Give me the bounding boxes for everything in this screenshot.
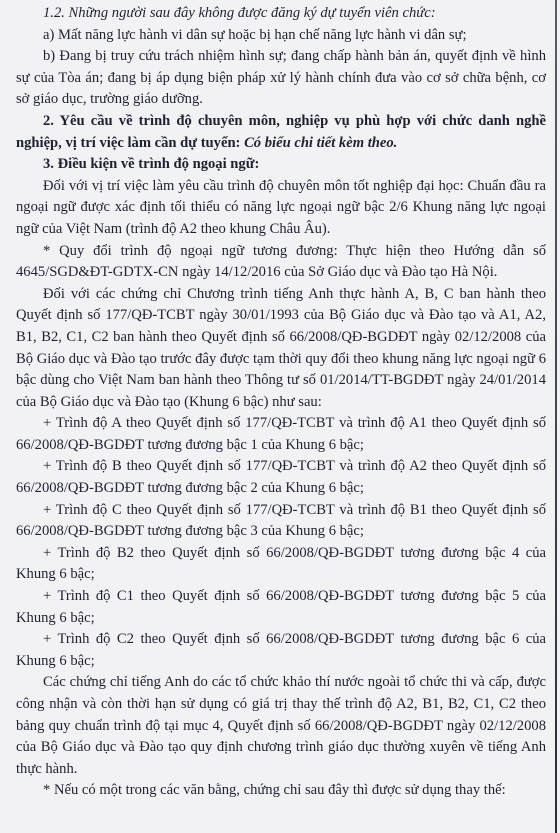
list-item-level-c: + Trình độ C theo Quyết định số 177/QĐ-TCBT và trình độ B1 theo Quyết định số 66/2008/QĐ-BGDĐT tương đương bậc 3 của Khung 6 bậc;	[16, 501, 546, 540]
paragraph-foreign-certificates: Các chứng chỉ tiếng Anh do các tổ chức khảo thí nước ngoài tổ chức thi và cấp, được công nhận và còn thời hạn sử dụng có giá trị thay thế trình độ A2, B1, B2, C1, C2 theo bảng quy chuẩn trình độ tại mục 4, Quyết định số 66/2008/QĐ-BGDĐT ngày 02/12/2008 của Bộ Giáo dục và Đào tạo quy định chương trình giáo dục thường xuyên về tiếng Anh thực hành.	[16, 674, 546, 777]
section-2-heading	[16, 111, 546, 154]
page-edge-border	[555, 0, 557, 833]
paragraph-certificates: Đối với các chứng chỉ Chương trình tiếng Anh thực hành A, B, C ban hành theo Quyết định số 177/QĐ-TCBT ngày 30/01/1993 của Bộ Giáo dục và Đào tạo và A1, A2, B1, B2, C1, C2 ban hành theo Quyết định số 66/2008/QĐ-BGDĐT ngày 02/12/2008 của Bộ Giáo dục và Đào tạo trước đây được tạm thời quy đổi theo khung năng lực ngoại ngữ 6 bậc dùng cho Việt Nam ban hành theo Thông tư số 01/2014/TT-BGDĐT ngày 24/01/2014 của Bộ Giáo dục và Đào tạo (Khung 6 bậc) như sau:	[16, 285, 546, 410]
list-item-level-a: + Trình độ A theo Quyết định số 177/QĐ-TCBT và trình độ A1 theo Quyết định số 66/2008/QĐ-BGDĐT tương đương bậc 1 của Khung 6 bậc;	[16, 415, 546, 453]
paragraph-degree-requirement: Đối với vị trí việc làm yêu cầu trình độ chuyên môn tốt nghiệp đại học: Chuẩn đầu ra ngoại ngữ được xác định tối thiểu có năng lực ngoại ngữ bậc 2/6 Khung năng lực ngoại ngữ của Việt Nam (trình độ A2 theo khung Châu Âu).	[16, 177, 546, 237]
list-item-level-b2: + Trình độ B2 theo Quyết định số 66/2008/QĐ-BGDĐT tương đương bậc 4 của Khung 6 bậc;	[16, 544, 546, 583]
list-item-level-c2: + Trình độ C2 theo Quyết định số 66/2008/QĐ-BGDĐT tương đương bậc 6 của Khung 6 bậc;	[16, 631, 546, 669]
paragraph-substitute: * Nếu có một trong các văn bằng, chứng chỉ sau đây thì được sử dụng thay thế:	[43, 782, 506, 799]
item-a: a) Mất năng lực hành vi dân sự hoặc bị hạn chế năng lực hành vi dân sự;	[43, 26, 467, 43]
item-b: b) Đang bị truy cứu trách nhiệm hình sự; đang chấp hành bản án, quyết định về hình sự của Tòa án; đang bị áp dụng biện pháp xử lý hành chính đưa vào cơ sở chữa bệnh, cơ sở giáo dục, trường giáo dưỡng.	[16, 48, 546, 108]
section-2-note: Có biểu chi tiết kèm theo.	[240, 134, 398, 151]
section-1-2-heading: 1.2. Những người sau đây không được đăng ký dự tuyển viên chức:	[43, 5, 436, 21]
list-item-level-b: + Trình độ B theo Quyết định số 177/QĐ-TCBT và trình độ A2 theo Quyết định số 66/2008/QĐ-BGDĐT tương đương bậc 2 của Khung 6 bậc;	[16, 458, 546, 497]
section-3-heading: 3. Điều kiện về trình độ ngoại ngữ:	[43, 156, 260, 173]
list-item-level-c1: + Trình độ C1 theo Quyết định số 66/2008/QĐ-BGDĐT tương đương bậc 5 của Khung 6 bậc;	[16, 588, 546, 626]
paragraph-conversion-guide: * Quy đổi trình độ ngoại ngữ tương đương: Thực hiện theo Hướng dẫn số 4645/SGD&ĐT-GDTX-CN ngày 14/12/2016 của Sở Giáo dục và Đào tạo Hà Nội.	[16, 242, 546, 281]
section-2-title: 2. Yêu cầu về trình độ chuyên môn, nghiệp vụ phù hợp với chức danh nghề nghiệp, vị trí việc làm cần dự tuyển:	[16, 112, 546, 151]
